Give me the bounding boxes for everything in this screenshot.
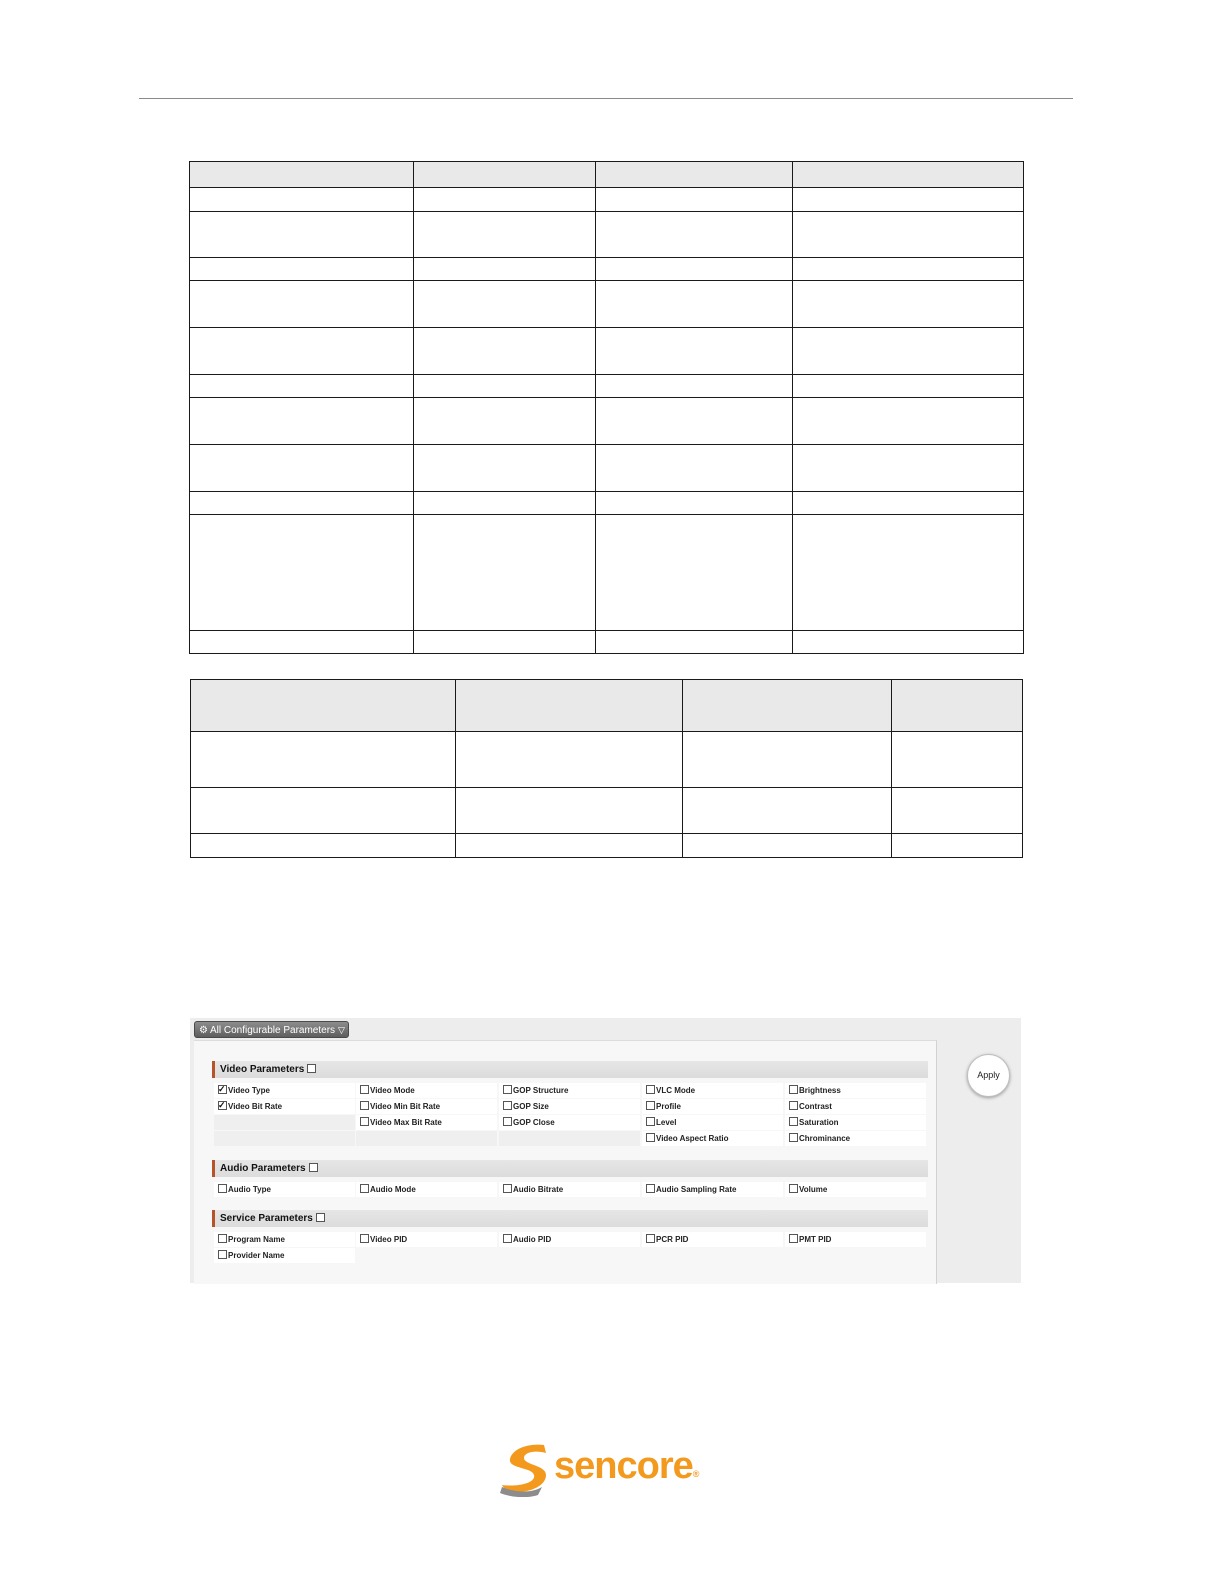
section-header-video-parameters [212, 1061, 928, 1078]
param-checkbox[interactable] [218, 1184, 227, 1193]
param-contrast[interactable] [785, 1099, 926, 1114]
param-checkbox[interactable] [360, 1101, 369, 1110]
param-checkbox[interactable] [646, 1101, 655, 1110]
param-level[interactable] [642, 1115, 783, 1130]
param-checkbox[interactable] [646, 1184, 655, 1193]
param-brightness[interactable] [785, 1083, 926, 1098]
param-video-bit-rate[interactable] [214, 1099, 355, 1114]
param-label: PMT PID [799, 1235, 832, 1244]
param-provider-name[interactable] [214, 1248, 355, 1263]
param-checkbox[interactable] [789, 1234, 798, 1243]
table-header-row [190, 162, 1024, 188]
table-row [190, 398, 1024, 445]
param-checkbox[interactable] [218, 1234, 227, 1243]
param-video-type[interactable] [214, 1083, 355, 1098]
param-checkbox[interactable] [503, 1101, 512, 1110]
param-label: Video Mode [370, 1086, 415, 1095]
param-video-min-bit-rate[interactable] [356, 1099, 497, 1114]
param-label: Audio Sampling Rate [656, 1185, 737, 1194]
param-pmt-pid[interactable] [785, 1232, 926, 1247]
section-select-all-checkbox[interactable] [307, 1064, 316, 1073]
param-label: Contrast [799, 1102, 832, 1111]
param-checkbox[interactable] [789, 1184, 798, 1193]
spec-table-1 [189, 161, 1024, 654]
table-header-row [191, 680, 1023, 732]
param-label: Chrominance [799, 1134, 851, 1143]
table-row [191, 732, 1023, 788]
param-checkbox[interactable] [646, 1117, 655, 1126]
param-label: VLC Mode [656, 1086, 696, 1095]
table-row [190, 515, 1024, 631]
parameters-list [194, 1040, 937, 1284]
param-checkbox[interactable] [218, 1101, 227, 1110]
spec-table-2 [190, 679, 1023, 858]
section-select-all-checkbox[interactable] [316, 1213, 325, 1222]
param-label: Video Min Bit Rate [370, 1102, 441, 1111]
param-label: Volume [799, 1185, 828, 1194]
param-label: GOP Structure [513, 1086, 569, 1095]
param-label: Audio PID [513, 1235, 552, 1244]
configurable-parameters-panel [190, 1018, 1021, 1283]
dropdown-label: All Configurable Parameters [209, 1025, 336, 1036]
table-row [190, 212, 1024, 258]
param-pcr-pid[interactable] [642, 1232, 783, 1247]
table-row [190, 258, 1024, 281]
param-label: Provider Name [228, 1251, 285, 1260]
section-title: Audio Parameters [220, 1163, 306, 1174]
param-program-name[interactable] [214, 1232, 355, 1247]
param-label: Profile [656, 1102, 681, 1111]
param-video-max-bit-rate[interactable] [356, 1115, 497, 1130]
empty-cell [214, 1131, 355, 1146]
param-checkbox[interactable] [789, 1085, 798, 1094]
param-audio-type[interactable] [214, 1182, 355, 1197]
param-checkbox[interactable] [789, 1133, 798, 1142]
param-checkbox[interactable] [789, 1101, 798, 1110]
table-row [190, 281, 1024, 328]
sencore-swoosh-icon [498, 1443, 558, 1497]
gear-icon: ⚙ [199, 1025, 208, 1036]
sencore-wordmark: sencore® [554, 1445, 699, 1487]
param-audio-mode[interactable] [356, 1182, 497, 1197]
chevron-down-icon: ▽ [338, 1025, 345, 1035]
table-row [190, 188, 1024, 212]
param-label: Video Bit Rate [228, 1102, 283, 1111]
param-checkbox[interactable] [646, 1234, 655, 1243]
param-checkbox[interactable] [503, 1184, 512, 1193]
param-label: Video Type [228, 1086, 270, 1095]
param-label: GOP Close [513, 1118, 555, 1127]
param-audio-pid[interactable] [499, 1232, 640, 1247]
all-configurable-parameters-dropdown[interactable] [194, 1021, 349, 1038]
section-select-all-checkbox[interactable] [309, 1163, 318, 1172]
empty-cell [356, 1131, 497, 1146]
param-video-aspect-ratio[interactable] [642, 1131, 783, 1146]
param-audio-bitrate[interactable] [499, 1182, 640, 1197]
param-checkbox[interactable] [218, 1250, 227, 1259]
param-video-mode[interactable] [356, 1083, 497, 1098]
param-checkbox[interactable] [360, 1117, 369, 1126]
param-gop-size[interactable] [499, 1099, 640, 1114]
table-row [190, 375, 1024, 398]
param-checkbox[interactable] [503, 1117, 512, 1126]
table-row [190, 631, 1024, 654]
empty-cell [499, 1131, 640, 1146]
param-checkbox[interactable] [360, 1234, 369, 1243]
sencore-logo [498, 1443, 714, 1497]
param-label: Program Name [228, 1235, 285, 1244]
param-gop-close[interactable] [499, 1115, 640, 1130]
param-label: Level [656, 1118, 677, 1127]
param-video-pid[interactable] [356, 1232, 497, 1247]
param-label: Audio Bitrate [513, 1185, 564, 1194]
param-checkbox[interactable] [360, 1085, 369, 1094]
apply-button[interactable]: Apply [967, 1054, 1010, 1097]
section-title: Service Parameters [220, 1213, 313, 1224]
section-header-service-parameters [212, 1210, 928, 1227]
param-checkbox[interactable] [218, 1085, 227, 1094]
param-audio-sampling-rate[interactable] [642, 1182, 783, 1197]
table-row [190, 445, 1024, 492]
param-checkbox[interactable] [503, 1085, 512, 1094]
param-label: GOP Size [513, 1102, 549, 1111]
empty-cell [214, 1115, 355, 1130]
param-label: Brightness [799, 1086, 841, 1095]
param-checkbox[interactable] [646, 1085, 655, 1094]
param-vlc-mode[interactable] [642, 1083, 783, 1098]
header-rule [139, 98, 1073, 99]
table-row [190, 328, 1024, 375]
param-checkbox[interactable] [789, 1117, 798, 1126]
param-checkbox[interactable] [646, 1133, 655, 1142]
table-row [191, 788, 1023, 834]
param-label: Video Max Bit Rate [370, 1118, 442, 1127]
section-header-audio-parameters [212, 1160, 928, 1177]
param-checkbox[interactable] [503, 1234, 512, 1243]
param-volume[interactable] [785, 1182, 926, 1197]
param-chrominance[interactable] [785, 1131, 926, 1146]
param-saturation[interactable] [785, 1115, 926, 1130]
table-row [191, 834, 1023, 858]
param-gop-structure[interactable] [499, 1083, 640, 1098]
param-checkbox[interactable] [360, 1184, 369, 1193]
param-label: PCR PID [656, 1235, 689, 1244]
param-label: Saturation [799, 1118, 839, 1127]
table-row [190, 492, 1024, 515]
param-profile[interactable] [642, 1099, 783, 1114]
section-title: Video Parameters [220, 1064, 305, 1075]
param-label: Video PID [370, 1235, 408, 1244]
param-label: Video Aspect Ratio [656, 1134, 729, 1143]
param-label: Audio Mode [370, 1185, 416, 1194]
param-label: Audio Type [228, 1185, 271, 1194]
